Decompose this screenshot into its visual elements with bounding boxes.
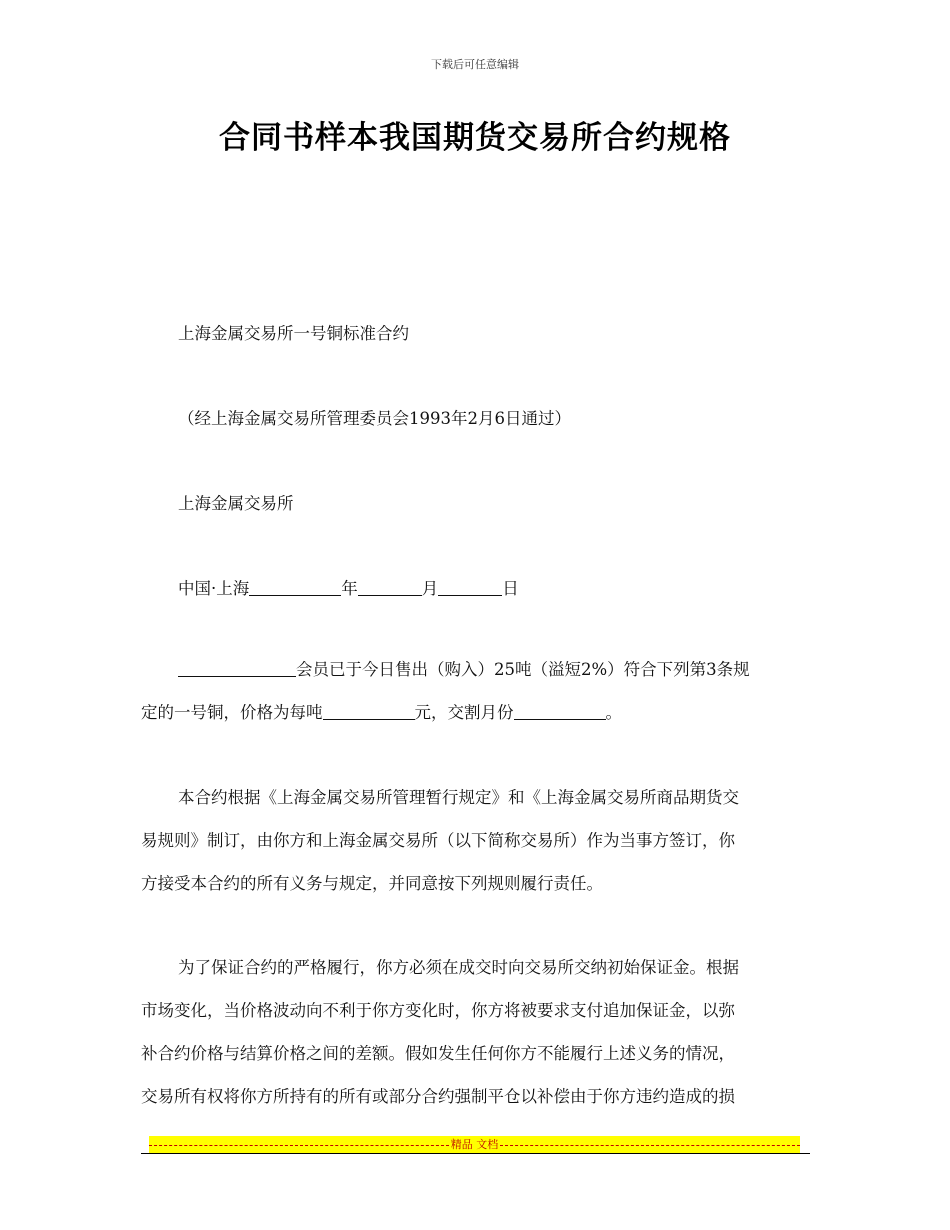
basis-line-3: 方接受本合约的所有义务与规定，并同意按下列规则履行责任。 xyxy=(141,874,603,893)
member-line-2 xyxy=(141,691,811,734)
month-blank[interactable] xyxy=(358,578,422,596)
footer-label: 精品 文档 xyxy=(450,1138,499,1151)
day-blank[interactable] xyxy=(438,578,502,596)
approval-line: （经上海金属交易所管理委员会1993年2月6日通过） xyxy=(178,409,571,428)
margin-line-3: 补合约价格与结算价格之间的差额。假如发生任何你方不能履行上述义务的情况， xyxy=(141,1044,735,1063)
footer-dash-left xyxy=(149,1145,449,1146)
exchange-name-line: 上海金属交易所 xyxy=(178,494,294,513)
delivery-month-text: 元，交割月份 xyxy=(414,703,514,722)
margin-line-1: 为了保证合约的严格履行，你方必须在成交时向交易所交纳初始保证金。根据 xyxy=(178,958,739,977)
day-label: 日 xyxy=(502,579,519,598)
sentence-end: 。 xyxy=(605,703,622,722)
year-label: 年 xyxy=(341,579,358,598)
basis-line-2: 易规则》制订，由你方和上海金属交易所（以下简称交易所）作为当事方签订，你 xyxy=(141,831,735,850)
price-text: 定的一号铜，价格为每吨 xyxy=(141,703,323,722)
member-paragraph xyxy=(141,648,811,734)
month-label: 月 xyxy=(421,579,439,598)
footer-rule xyxy=(141,1153,810,1154)
contract-name-line: 上海金属交易所一号铜标准合约 xyxy=(178,324,409,343)
year-blank[interactable] xyxy=(249,578,341,596)
footer-dash-right xyxy=(500,1145,800,1146)
document-title: 合同书样本我国期货交易所合约规格 xyxy=(219,120,731,156)
margin-paragraph xyxy=(141,946,811,1118)
price-blank[interactable] xyxy=(323,702,415,720)
delivery-month-blank[interactable] xyxy=(514,702,606,720)
basis-paragraph xyxy=(141,776,811,905)
member-blank[interactable] xyxy=(178,659,296,677)
header-note: 下载后可任意编辑 xyxy=(431,58,519,71)
member-line-1 xyxy=(141,648,811,691)
basis-line-1: 本合约根据《上海金属交易所管理暂行规定》和《上海金属交易所商品期货交 xyxy=(178,788,739,807)
footer-banner xyxy=(149,1136,800,1153)
member-text: 会员已于今日售出（购入）25吨（溢短2%）符合下列第3条规 xyxy=(296,660,750,679)
place-date-line xyxy=(178,575,519,599)
margin-line-2: 市场变化，当价格波动向不利于你方变化时，你方将被要求支付追加保证金，以弥 xyxy=(141,1001,735,1020)
place-prefix: 中国·上海 xyxy=(178,579,250,598)
margin-line-4: 交易所有权将你方所持有的所有或部分合约强制平仓以补偿由于你方违约造成的损 xyxy=(141,1087,735,1106)
